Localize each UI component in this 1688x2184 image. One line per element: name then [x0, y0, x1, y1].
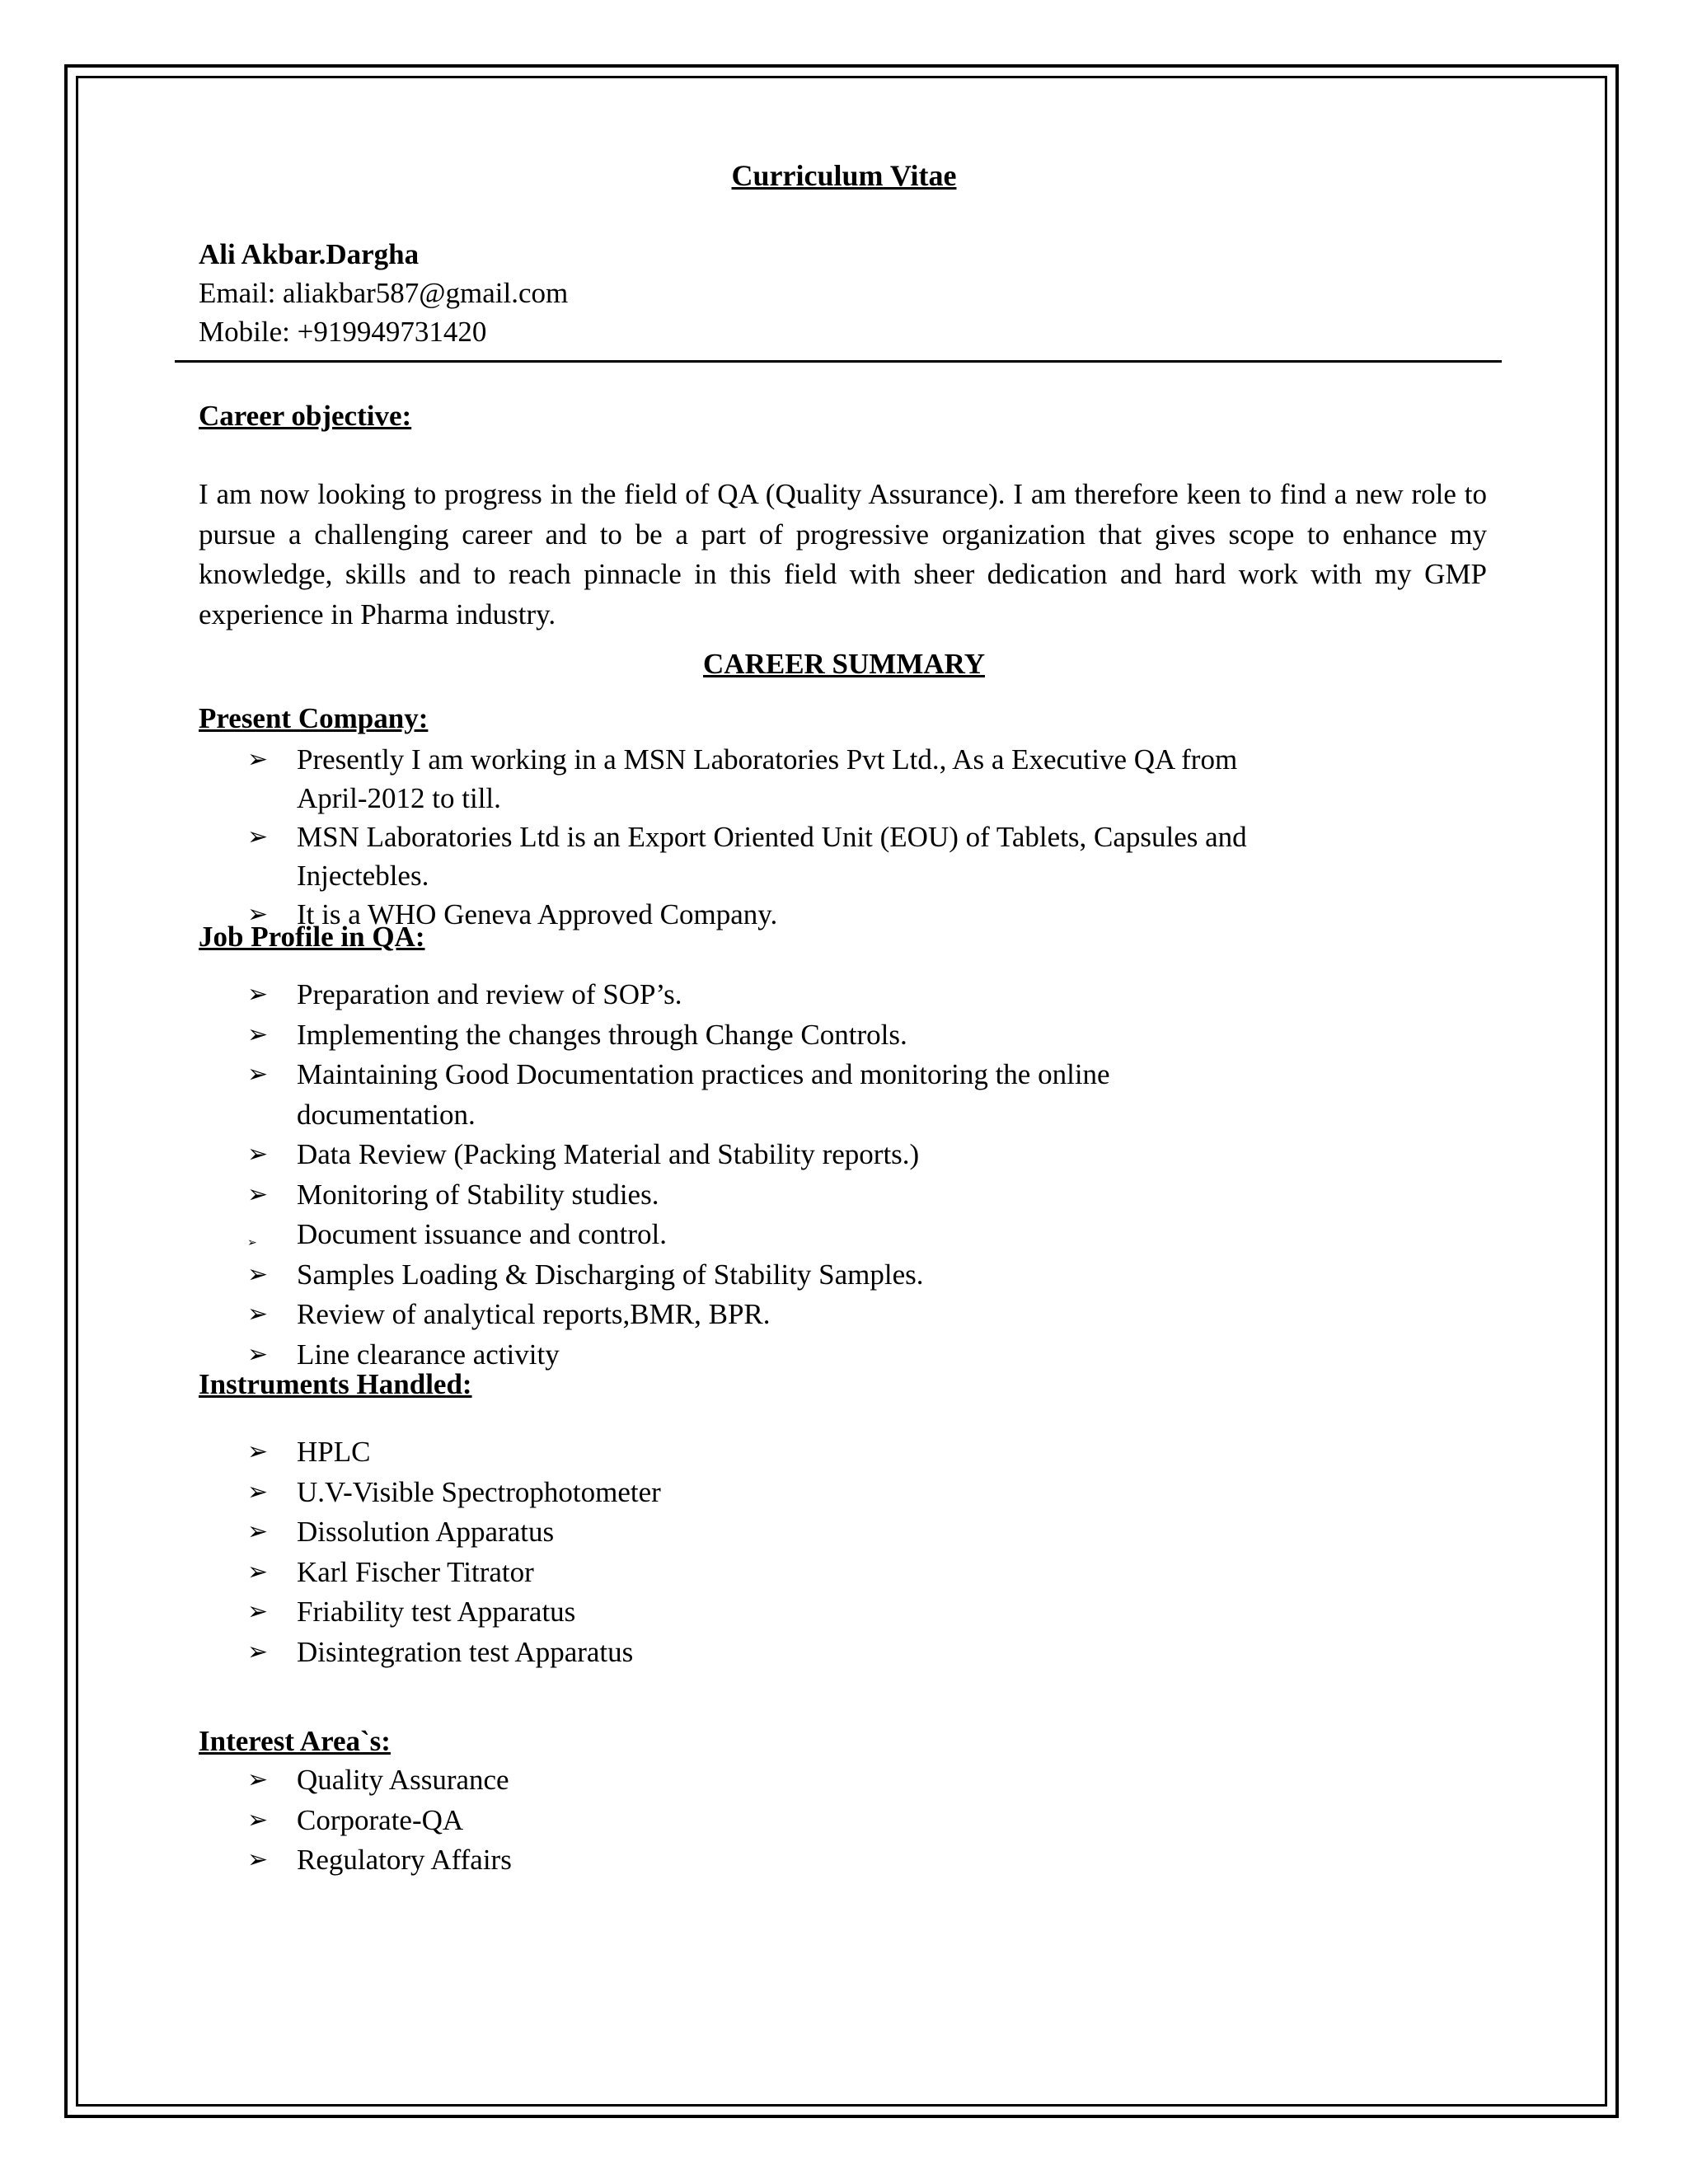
arrow-bullet-icon: ➢	[247, 1259, 269, 1289]
arrow-bullet-icon: ➢	[247, 1637, 269, 1666]
email-line: Email: aliakbar587@gmail.com	[199, 277, 569, 309]
list-item: ➢ Corporate-QA	[0, 1801, 1286, 1841]
candidate-name: Ali Akbar.Dargha	[199, 238, 420, 270]
arrow-bullet-icon: ➢	[247, 1597, 269, 1626]
list-item: ➢ Monitoring of Stability studies.	[0, 1175, 1286, 1216]
list-item: ➢ Review of analytical reports,BMR, BPR.	[0, 1295, 1286, 1335]
list-item: ➢ Presently I am working in a MSN Laboratories Pvt Ltd., As a Executive QA from April-2012 to till.	[0, 740, 1286, 818]
list-item: ➢ U.V-Visible Spectrophotometer	[0, 1473, 1286, 1513]
arrow-bullet-icon: ➢	[247, 1805, 269, 1835]
document-title: Curriculum Vitae	[731, 159, 957, 192]
interest-areas-heading: Interest Area`s:	[199, 1725, 391, 1757]
instruments-heading: Instruments Handled:	[199, 1368, 472, 1400]
present-company-list	[0, 740, 1286, 934]
arrow-bullet-icon: ➢	[247, 1517, 269, 1546]
arrow-bullet-icon: ➢	[247, 1300, 269, 1329]
list-item: ➢ Dissolution Apparatus	[0, 1512, 1286, 1553]
list-item: ➢ Preparation and review of SOP’s.	[0, 975, 1286, 1015]
career-objective-heading: Career objective:	[199, 400, 412, 432]
arrow-bullet-icon: ➢	[247, 1477, 269, 1507]
instruments-list	[0, 1432, 1286, 1672]
header-divider	[175, 360, 1502, 363]
list-item: ➢ Friability test Apparatus	[0, 1592, 1286, 1633]
list-item: ➢ Implementing the changes through Change Controls.	[0, 1015, 1286, 1056]
arrow-bullet-icon: ➢	[247, 1765, 269, 1794]
list-item: ➢ Quality Assurance	[0, 1760, 1286, 1801]
career-objective-text: I am now looking to progress in the field of QA (Quality Assurance). I am therefore keen to find a new role to pursue a challenging career and to be a part of progressive organization that gives scope to enhance my knowledge, skills and to reach pinnacle in this field with sheer dedication and hard work with my GMP experience in Pharma industry.	[199, 478, 1487, 630]
job-profile-list	[0, 975, 1286, 1375]
arrow-bullet-icon: ➢	[247, 1845, 269, 1874]
arrow-bullet-icon: ➢	[247, 1236, 257, 1249]
career-summary-heading: CAREER SUMMARY	[703, 648, 985, 680]
job-profile-heading: Job Profile in QA:	[199, 921, 425, 953]
list-item: ➢ Document issuance and control.	[0, 1215, 1286, 1255]
arrow-bullet-icon: ➢	[247, 1437, 269, 1466]
arrow-bullet-icon: ➢	[247, 1557, 269, 1586]
arrow-bullet-icon: ➢	[247, 1179, 269, 1209]
list-item: ➢ Karl Fischer Titrator	[0, 1553, 1286, 1593]
contact-block	[199, 235, 568, 351]
list-item: ➢ Data Review (Packing Material and Stability reports.)	[0, 1135, 1286, 1175]
arrow-bullet-icon: ➢	[247, 1060, 269, 1089]
list-item: ➢ Samples Loading & Discharging of Stability Samples.	[0, 1255, 1286, 1296]
arrow-bullet-icon: ➢	[247, 1019, 269, 1049]
arrow-bullet-icon: ➢	[247, 745, 269, 774]
interest-areas-list	[0, 1760, 1286, 1881]
list-item: ➢ Maintaining Good Documentation practices and monitoring the online documentation.	[0, 1055, 1286, 1135]
list-item: ➢ Line clearance activity	[0, 1335, 1286, 1376]
arrow-bullet-icon: ➢	[247, 980, 269, 1009]
list-item: ➢ Regulatory Affairs	[0, 1840, 1286, 1881]
present-company-heading: Present Company:	[199, 702, 429, 734]
list-item: ➢ Disintegration test Apparatus	[0, 1633, 1286, 1673]
list-item: ➢ It is a WHO Geneva Approved Company.	[0, 895, 1286, 934]
arrow-bullet-icon: ➢	[247, 1339, 269, 1369]
arrow-bullet-icon: ➢	[247, 1140, 269, 1169]
arrow-bullet-icon: ➢	[247, 900, 269, 929]
list-item: ➢ HPLC	[0, 1432, 1286, 1473]
list-item: ➢ MSN Laboratories Ltd is an Export Oriented Unit (EOU) of Tablets, Capsules and Injectebles.	[0, 818, 1286, 895]
arrow-bullet-icon: ➢	[247, 823, 269, 851]
mobile-line: Mobile: +919949731420	[199, 316, 487, 348]
